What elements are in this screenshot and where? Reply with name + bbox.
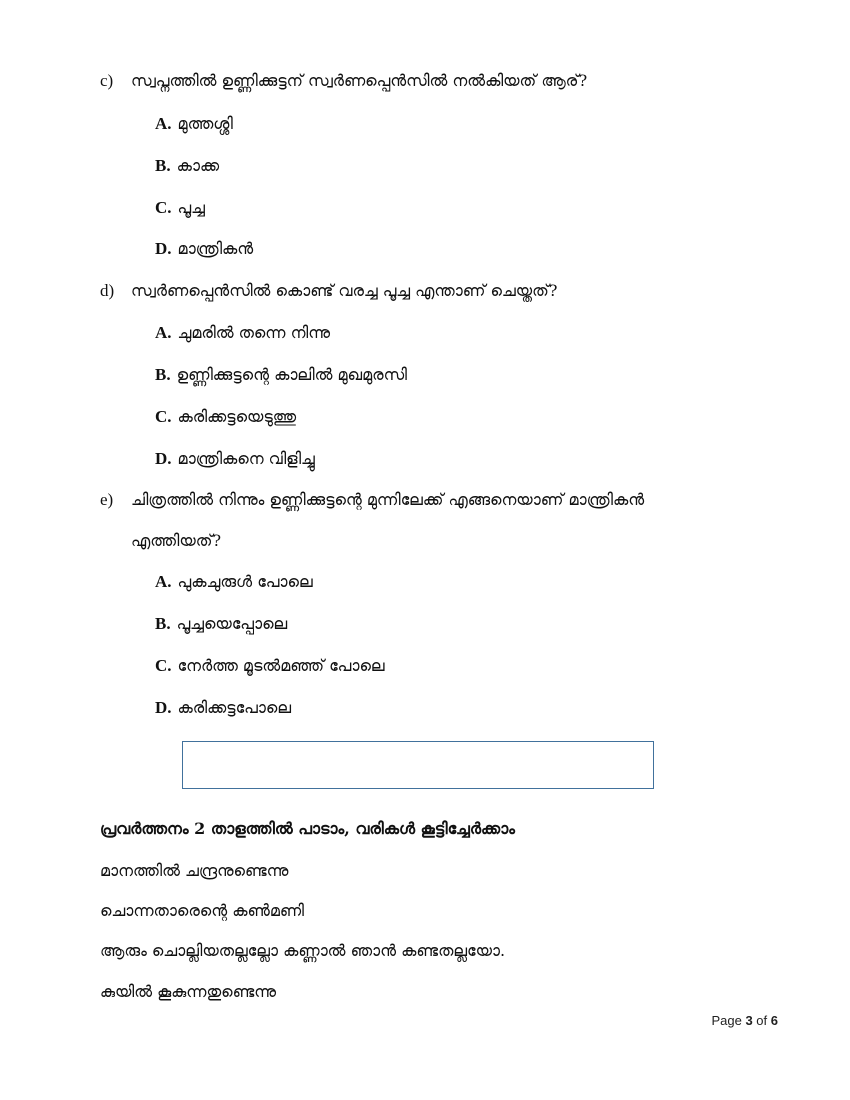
option-d	[155, 697, 291, 719]
option-letter: A.	[155, 114, 172, 133]
option-c	[155, 197, 205, 219]
poem-line: ആരും ചൊല്ലിയതല്ലല്ലോ കണ്ണാൽ ഞാൻ കണ്ടതല്ലയോ.	[100, 941, 506, 960]
option-letter: C.	[155, 198, 172, 217]
option-text: നേർത്ത മൂടൽമഞ്ഞ് പോലെ	[177, 656, 385, 675]
option-text: ചുമരിൽ തന്നെ നിന്നു	[177, 323, 331, 342]
page-number	[711, 1013, 778, 1028]
option-d	[155, 238, 253, 260]
option-letter: D.	[155, 239, 172, 258]
option-letter: D.	[155, 698, 172, 717]
question-marker: d)	[100, 281, 115, 300]
option-b	[155, 364, 407, 386]
question-text-continued: എത്തിയത്?	[131, 531, 222, 550]
question-marker: e)	[100, 490, 114, 509]
option-text: മുത്തശ്ശി	[177, 114, 233, 133]
option-a	[155, 113, 233, 135]
question-e	[100, 489, 644, 511]
option-d	[155, 448, 315, 470]
option-c	[155, 406, 296, 428]
option-text: മാന്ത്രികനെ വിളിച്ചു	[177, 449, 315, 468]
activity-heading: പ്രവർത്തനം 2 താളത്തിൽ പാടാം, വരികൾ കൂട്ടിച്ചേർക്കാം	[100, 819, 515, 838]
question-marker: c)	[100, 71, 114, 90]
option-letter: B.	[155, 156, 171, 175]
option-letter: D.	[155, 449, 172, 468]
option-a	[155, 571, 313, 593]
poem-line: ചൊന്നതാരെന്റെ കൺമണി	[100, 901, 304, 920]
option-text: മാന്ത്രികൻ	[177, 239, 254, 258]
option-b	[155, 613, 287, 635]
question-e-continued	[100, 530, 221, 552]
option-text: പുകചുരുൾ പോലെ	[177, 572, 313, 591]
option-text: പൂച്ചയെപ്പോലെ	[176, 614, 288, 633]
option-text: പൂച്ച	[177, 198, 205, 217]
question-text: സ്വർണപ്പെൻസിൽ കൊണ്ട് വരച്ച പൂച്ച എന്താണ് ചെയ്തത്?	[131, 281, 558, 300]
option-b	[155, 155, 219, 177]
current-page: 3	[745, 1013, 753, 1028]
total-pages: 6	[770, 1013, 778, 1028]
answer-box[interactable]	[182, 741, 654, 789]
option-letter: A.	[155, 572, 172, 591]
poem-line: കുയിൽ കൂകുന്നതുണ്ടെന്നു	[100, 982, 277, 1001]
option-a	[155, 322, 330, 344]
option-letter: C.	[155, 407, 172, 426]
of-word: of	[756, 1013, 768, 1028]
poem-line: മാനത്തിൽ ചന്ദ്രനുണ്ടെന്നു	[100, 861, 289, 880]
question-text: ചിത്രത്തിൽ നിന്നും ഉണ്ണിക്കുട്ടന്റെ മുന്നിലേക്ക് എങ്ങനെയാണ് മാന്ത്രികൻ	[131, 490, 645, 509]
option-letter: B.	[155, 365, 171, 384]
option-text: കാക്ക	[176, 156, 220, 175]
question-d	[100, 280, 557, 302]
option-text: കരിക്കട്ടയെടുത്തു	[177, 407, 297, 426]
option-text: കരിക്കട്ടപോലെ	[177, 698, 292, 717]
option-letter: A.	[155, 323, 172, 342]
option-letter: C.	[155, 656, 172, 675]
question-text: സ്വപ്നത്തിൽ ഉണ്ണിക്കുട്ടന് സ്വർണപ്പെൻസിൽ നൽകിയത് ആര്?	[131, 71, 588, 90]
option-letter: B.	[155, 614, 171, 633]
question-c	[100, 70, 587, 92]
page-word: Page	[711, 1013, 742, 1028]
option-text: ഉണ്ണിക്കുട്ടന്റെ കാലിൽ മുഖമുരസി	[176, 365, 407, 384]
option-c	[155, 655, 385, 677]
